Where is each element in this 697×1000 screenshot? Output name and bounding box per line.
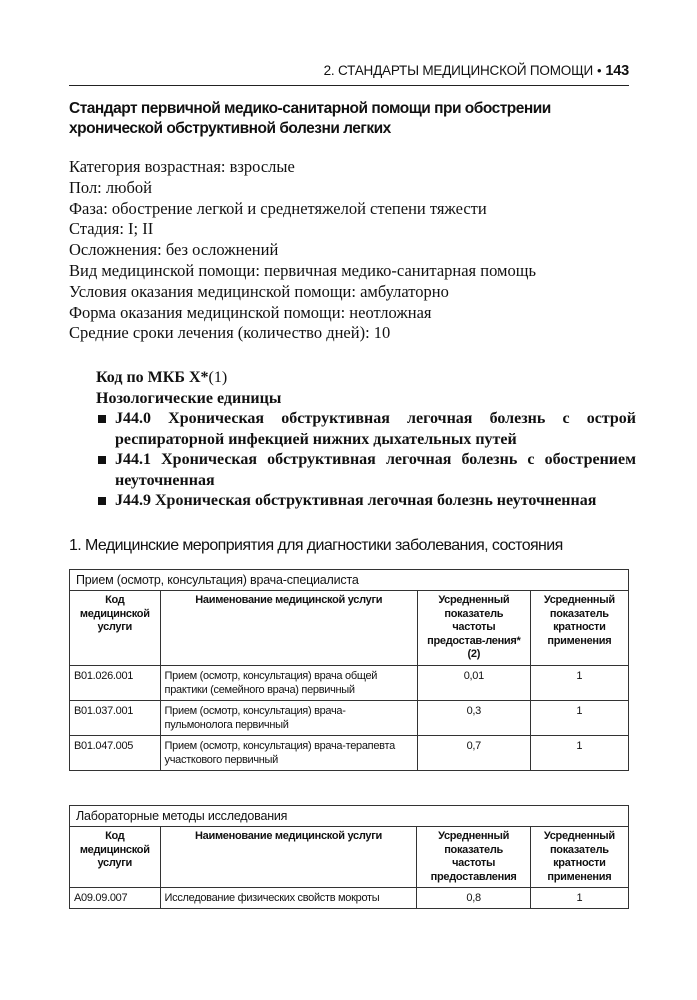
service-name: Прием (осмотр, консультация) врача-терапевта участкового первичный <box>160 735 417 770</box>
table-row <box>70 665 629 700</box>
param-phase: Фаза: обострение легкой и среднетяжелой степени тяжести <box>69 198 487 218</box>
footnote-ref: (1) <box>208 369 228 386</box>
frequency-value: 0,7 <box>417 735 530 770</box>
table-caption: Прием (осмотр, консультация) врача-специалиста <box>70 570 629 591</box>
list-item <box>96 409 636 450</box>
table-row <box>70 700 629 735</box>
bullet-square-icon <box>98 456 106 464</box>
column-header-name: Наименование медицинской услуги <box>160 591 417 666</box>
header-separator: • <box>597 63 602 78</box>
multiplicity-value: 1 <box>530 888 628 909</box>
nosology-label: Нозологические единицы <box>96 389 282 407</box>
column-header-code: Код медицинской услуги <box>70 827 161 888</box>
service-name: Прием (осмотр, консультация) врача-пульмонолога первичный <box>160 700 417 735</box>
service-code: B01.047.005 <box>70 735 161 770</box>
list-item <box>96 491 636 512</box>
column-header-multiplicity: Усредненный показатель кратности применения <box>530 827 628 888</box>
service-code: B01.037.001 <box>70 700 161 735</box>
bullet-square-icon <box>98 415 106 423</box>
frequency-value: 0,01 <box>417 665 530 700</box>
column-header-name: Наименование медицинской услуги <box>160 827 417 888</box>
icd-code-label: Код по МКБ X* <box>96 369 209 386</box>
running-header <box>69 63 629 86</box>
column-header-frequency: Усредненный показатель частоты предостав-ления*(2) <box>417 591 530 666</box>
service-code: A09.09.007 <box>70 888 161 909</box>
icd-item-text: J44.9 Хроническая обструктивная легочная болезнь неуточненная <box>115 492 597 509</box>
service-name: Прием (осмотр, консультация) врача общей практики (семейного врача) первичный <box>160 665 417 700</box>
column-header-multiplicity: Усредненный показатель кратности применения <box>530 591 628 666</box>
param-care-form: Форма оказания медицинской помощи: неотложная <box>69 302 432 322</box>
standard-title-line: хронической обструктивной болезни легких <box>69 120 391 137</box>
param-treatment-duration: Средние сроки лечения (количество дней): 10 <box>69 323 391 343</box>
param-care-type: Вид медицинской помощи: первичная медико-санитарная помощь <box>69 260 536 280</box>
table-row <box>70 735 629 770</box>
service-name: Исследование физических свойств мокроты <box>160 888 417 909</box>
table-row <box>70 888 629 909</box>
service-code: B01.026.001 <box>70 665 161 700</box>
multiplicity-value: 1 <box>530 735 628 770</box>
icd-item-text: J44.1 Хроническая обструктивная легочная болезнь с обострением неуточненная <box>115 451 636 489</box>
page-number: 143 <box>605 63 629 79</box>
bullet-square-icon <box>98 497 106 505</box>
specialist-consultation-table <box>69 569 629 771</box>
icd-codes-block <box>96 368 636 512</box>
standard-parameters <box>69 157 639 344</box>
table-caption: Лабораторные методы исследования <box>70 806 629 827</box>
param-sex: Пол: любой <box>69 177 152 197</box>
multiplicity-value: 1 <box>530 665 628 700</box>
icd-list <box>96 409 636 512</box>
chapter-title: 2. СТАНДАРТЫ МЕДИЦИНСКОЙ ПОМОЩИ <box>323 63 594 78</box>
param-care-conditions: Условия оказания медицинской помощи: амбулаторно <box>69 281 449 301</box>
icd-item-text: J44.0 Хроническая обструктивная легочная болезнь с острой респираторной инфекцией нижних дыхательных путей <box>115 410 636 448</box>
param-complications: Осложнения: без осложнений <box>69 240 279 260</box>
column-header-code: Код медицинской услуги <box>70 591 161 666</box>
list-item <box>96 450 636 491</box>
standard-title-line: Стандарт первичной медико-санитарной помощи при обострении <box>69 100 551 117</box>
multiplicity-value: 1 <box>530 700 628 735</box>
section-title: 1. Медицинские мероприятия для диагностики заболевания, состояния <box>69 537 563 554</box>
standard-title <box>69 99 629 139</box>
frequency-value: 0,3 <box>417 700 530 735</box>
column-header-frequency: Усредненный показатель частоты предоставления <box>417 827 530 888</box>
param-stage: Стадия: I; II <box>69 219 154 239</box>
laboratory-methods-table <box>69 805 629 909</box>
param-age: Категория возрастная: взрослые <box>69 157 295 176</box>
frequency-value: 0,8 <box>417 888 530 909</box>
